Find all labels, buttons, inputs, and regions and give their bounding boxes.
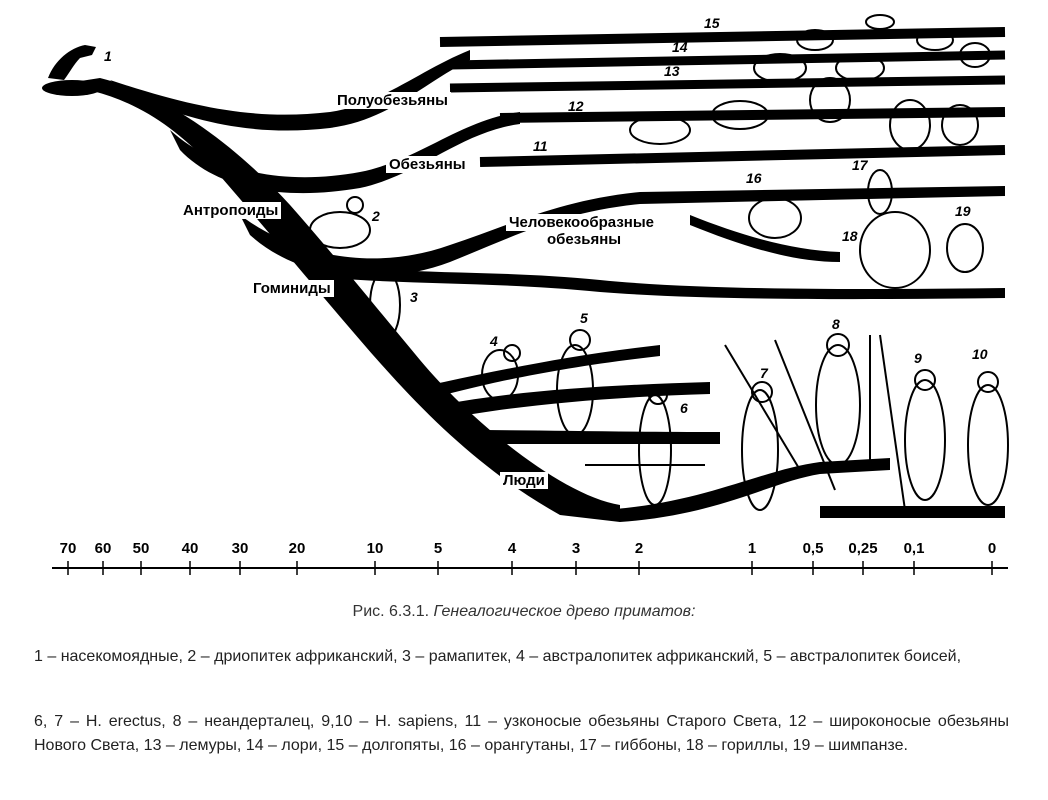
axis-tick-label: 5 — [433, 540, 443, 557]
branch-18 — [330, 265, 1005, 299]
number-13: 13 — [664, 63, 680, 79]
axis-tick-label: 10 — [366, 540, 384, 557]
axis-tick-label: 0,25 — [848, 540, 878, 557]
axis-tick-label: 3 — [571, 540, 581, 557]
label-anthropoids: Антропоиды — [180, 202, 281, 219]
label-prosimians: Полуобезьяны — [334, 92, 451, 109]
label-monkeys: Обезьяны — [386, 156, 469, 173]
axis-tick-label: 1 — [747, 540, 757, 557]
number-14: 14 — [672, 39, 688, 55]
number-2: 2 — [372, 208, 380, 224]
axis-tick-label: 30 — [231, 540, 249, 557]
number-9: 9 — [914, 350, 922, 366]
label-great-apes-line1: Человекообразные — [506, 214, 657, 231]
number-4: 4 — [490, 333, 498, 349]
number-18: 18 — [842, 228, 858, 244]
number-19: 19 — [955, 203, 971, 219]
axis-tick-label: 20 — [288, 540, 306, 557]
branch-13 — [450, 80, 1005, 88]
legend-paragraph-2: 6, 7 – H. erectus, 8 – неандерталец, 9,10 – H. sapiens, 11 – узконосые обезьяны Старого Света, 12 – широконосые обезьяны Нового Света, 13 – лемуры, 14 – лори, 15 – долгопяты, 16 – орангутаны, 17 – гиббоны, 18 – гориллы, 19 – шимпанзе. — [34, 713, 1009, 754]
branch-6 — [460, 430, 720, 444]
sapiens-9-figure — [880, 335, 945, 510]
label-humans: Люди — [500, 472, 548, 489]
caption-prefix: Рис. 6.3.1. — [352, 603, 434, 620]
number-5: 5 — [580, 310, 588, 326]
axis-tick-label: 40 — [181, 540, 199, 557]
sapiens-10-figure — [968, 372, 1008, 505]
figure-caption — [0, 603, 1048, 621]
branch-14 — [450, 55, 1005, 65]
legend-paragraph-1: 1 – насекомоядные, 2 – дриопитек африканский, 3 – рамапитек, 4 – австралопитек африканский, 5 – австралопитек боисей, — [34, 648, 962, 665]
number-12: 12 — [568, 98, 584, 114]
number-6: 6 — [680, 400, 688, 416]
axis-tick-label: 50 — [132, 540, 150, 557]
axis-tick-label: 4 — [507, 540, 517, 557]
label-great-apes-line2: обезьяны — [544, 231, 624, 248]
axis-tick-label: 70 — [59, 540, 77, 557]
branch-11 — [480, 150, 1005, 162]
axis-tick-label: 60 — [94, 540, 112, 557]
caption-title: Генеалогическое древо приматов: — [433, 603, 696, 620]
branch-5 — [440, 382, 710, 418]
number-8: 8 — [832, 316, 840, 332]
number-15: 15 — [704, 15, 720, 31]
branch-16 — [690, 215, 840, 262]
number-7: 7 — [760, 365, 768, 381]
label-hominids: Гоминиды — [250, 280, 334, 297]
axis-tick-label: 0,1 — [903, 540, 925, 557]
number-10: 10 — [972, 346, 988, 362]
number-3: 3 — [410, 289, 418, 305]
number-11: 11 — [533, 138, 548, 154]
number-16: 16 — [746, 170, 762, 186]
chimpanzee-figure — [947, 224, 983, 272]
axis-tick-label: 0,5 — [802, 540, 824, 557]
gorilla-figure — [860, 212, 930, 288]
axis-tick-label: 0 — [987, 540, 997, 557]
australopithecus-boisei-figure — [557, 330, 593, 435]
orangutan-figure — [749, 198, 801, 238]
number-1: 1 — [104, 48, 112, 64]
axis-tick-label: 2 — [634, 540, 644, 557]
number-17: 17 — [852, 157, 868, 173]
